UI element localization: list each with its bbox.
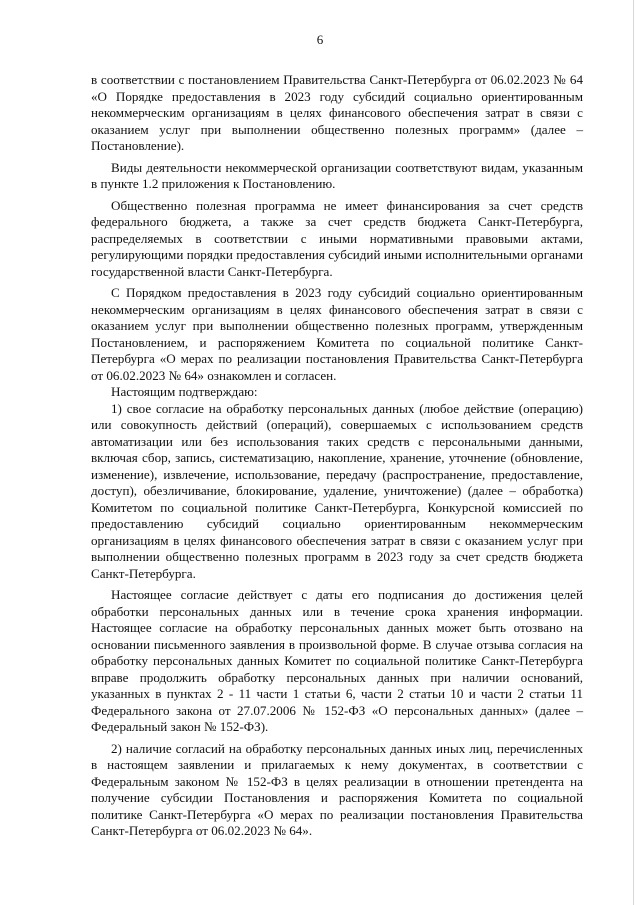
paragraph-consent-validity: Настоящее согласие действует с даты его подписания до достижения целей обработки персональных данных или в течение срока хранения информации. Настоящее согласие на обработку персональных данных может быть отозвано на основании письменного заявления в произвольной форме. В случае отзыва согласия на обработку персональных данных Комитет по социальной политике Санкт-Петербурга вправе продолжить обработку персональных данных при наличии оснований, указанных в пунктах 2 - 11 части 1 статьи 6, части 2 статьи 10 и части 2 статьи 11 Федерального закона от 27.07.2006 № 152-ФЗ «О персональных данных» (далее – Федеральный закон № 152-ФЗ). bbox=[91, 587, 583, 734]
list-item-third-party-consents: 2) наличие согласий на обработку персональных данных иных лиц, перечисленных в настоящем заявлении и прилагаемых к нему документах, в соответствии с Федеральным законом № 152-ФЗ в целях реализации в отношении претендента на получение субсидии Постановления и распоряжения Комитета по социальной политике Санкт-Петербурга «О мерах по реализации постановления Правительства Санкт-Петербурга от 06.02.2023 № 64». bbox=[91, 740, 583, 838]
paragraph-activity-types: Виды деятельности некоммерческой организации соответствуют видам, указанным в пункте 1.2 приложения к Постановлению. bbox=[91, 159, 583, 191]
page-number: 6 bbox=[316, 32, 324, 47]
list-item-consent-processing: 1) свое согласие на обработку персональных данных (любое действие (операцию) или совокупность действий (операций), совершаемых с использованием средств автоматизации или без использования таких средств с персональными данными, включая сбор, запись, систематизацию, накопление, хранение, уточнение (обновление, изменение), извлечение, использование, передачу (распространение, предоставление, доступ), обезличивание, блокирование, удаление, уничтожение) (далее – обработка) Комитетом по социальной политике Санкт-Петербурга, Конкурсной комиссией по предоставлению субсидий социально ориентированным некоммерческим организациям в целях финансового обеспечения затрат в связи с оказанием услуг при выполнении общественно полезных программ в 2023 году за счет средств бюджета Санкт-Петербурга. bbox=[91, 400, 583, 581]
paragraph-legal-basis: в соответствии с постановлением Правительства Санкт-Петербурга от 06.02.2023 № 64 «О Порядке предоставления в 2023 году субсидий социально ориентированным некоммерческим организациям в целях финансового обеспечения затрат в связи с оказанием услуг при выполнении общественно полезных программ» (далее – Постановление). bbox=[91, 72, 583, 153]
paragraph-procedure-acknowledgement: С Порядком предоставления в 2023 году субсидий социально ориентированным некоммерческим организациям в целях финансового обеспечения затрат в связи с оказанием услуг при выполнении общественно полезных программ, утвержденным Постановлением, и распоряжением Комитета по социальной политике Санкт-Петербурга «О мерах по реализации постановления Правительства Санкт-Петербурга от 06.02.2023 № 64» ознакомлен и согласен. bbox=[91, 285, 583, 383]
document-body bbox=[91, 72, 583, 840]
paragraph-confirmation-intro: Настоящим подтверждаю: bbox=[111, 384, 258, 399]
scan-edge-line bbox=[633, 0, 634, 905]
paragraph-funding-sources: Общественно полезная программа не имеет финансирования за счет средств федерального бюджета, а также за счет средств бюджета Санкт-Петербурга, распределяемых в соответствии с иными нормативными правовыми актами, регулирующими порядки предоставления субсидий иными исполнительными органами государственной власти Санкт-Петербурга. bbox=[91, 197, 583, 279]
